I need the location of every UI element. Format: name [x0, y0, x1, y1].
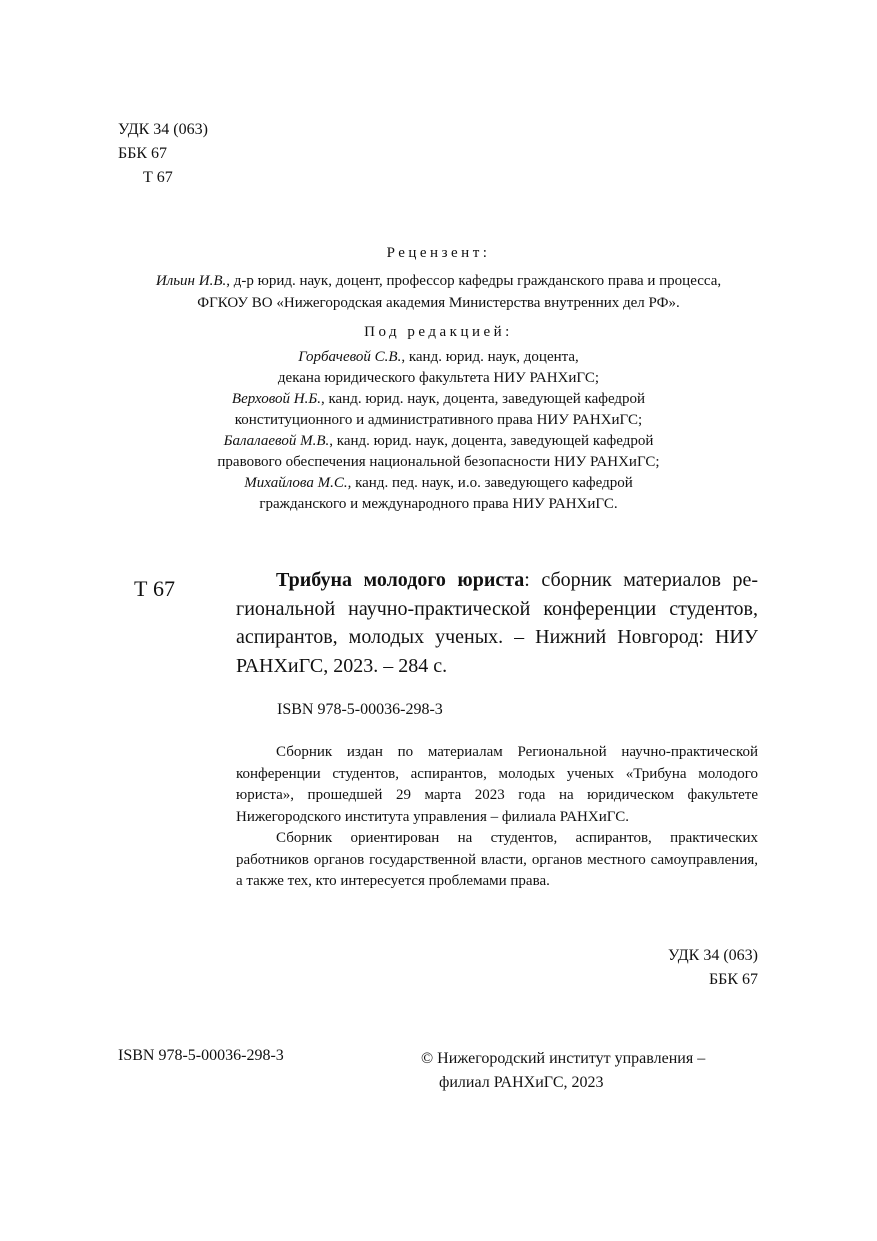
- copyright-line-2: филиал РАНХиГС, 2023: [439, 1074, 604, 1091]
- reviewer-line-2: ФГКОУ ВО «Нижегородская академия Министерства внутренних дел РФ».: [197, 295, 680, 311]
- udk-code: УДК 34 (063): [118, 121, 208, 138]
- udk-block-top: [118, 118, 208, 190]
- editor-credentials: , канд. юрид. наук, доцента, заведующей кафедрой: [329, 433, 654, 449]
- author-sign: Т 67: [143, 169, 173, 186]
- annotation: [236, 742, 758, 893]
- copyright-line-1: © Нижегородский институт управления –: [421, 1050, 706, 1067]
- editor-position: гражданского и международного права НИУ РАНХиГС.: [259, 496, 618, 512]
- editors-heading: Под редакцией:: [364, 324, 513, 340]
- udk-code: УДК 34 (063): [668, 947, 758, 964]
- reviewer-line-1: [100, 270, 777, 292]
- book-title: Трибуна молодого юриста: [276, 569, 525, 591]
- editor-entry: [100, 347, 777, 389]
- editor-name: Михайлова М.С.: [244, 475, 348, 491]
- editor-entry: [100, 431, 777, 473]
- reviewer-name: Ильин И.В.: [155, 273, 227, 289]
- editor-credentials: , канд. юрид. наук, доцента, заведующей кафедрой: [320, 391, 646, 407]
- isbn-entry: ISBN 978-5-00036-298-3: [277, 701, 443, 718]
- bibliographic-entry: [236, 566, 758, 680]
- editor-credentials: , канд. юрид. наук, доцента,: [401, 349, 579, 365]
- editor-position: декана юридического факультета НИУ РАНХиГС;: [277, 370, 600, 386]
- book-description: : сборник материалов региональной научно-практической конференции студентов, аспирантов, молодых ученых. – Нижний Новгород: НИУ РАНХиГС, 2023. – 284 с.: [236, 569, 758, 677]
- reviewer-heading: Рецензент:: [386, 245, 491, 261]
- editor-name: Балалаевой М.В.: [223, 433, 330, 449]
- entry-author-sign: Т 67: [134, 576, 175, 601]
- editor-position: конституционного и административного права НИУ РАНХиГС;: [234, 412, 643, 428]
- isbn-footer: ISBN 978-5-00036-298-3: [118, 1047, 284, 1064]
- editor-name: Горбачевой С.В.: [298, 349, 402, 365]
- copyright-notice: [421, 1047, 705, 1095]
- bbk-code: ББК 67: [708, 971, 758, 988]
- annotation-paragraph-2: Сборник ориентирован на студентов, аспирантов, практических работников органов государственной власти, органов местного самоуправления, а также тех, кто интересуется проблемами права.: [236, 830, 758, 889]
- editor-credentials: , канд. пед. наук, и.о. заведующего кафедрой: [347, 475, 633, 491]
- editor-position: правового обеспечения национальной безопасности НИУ РАНХиГС;: [217, 454, 660, 470]
- editors-block: [100, 322, 777, 515]
- editor-entry: [100, 389, 777, 431]
- editor-entry: [100, 473, 777, 515]
- bbk-code: ББК 67: [118, 145, 168, 162]
- udk-block-bottom: [600, 944, 758, 992]
- editor-name: Верховой Н.Б.: [231, 391, 321, 407]
- annotation-paragraph-1: Сборник издан по материалам Региональной научно-практической конференции студентов, аспирантов, молодых ученых «Трибуна молодого юриста», прошедшей 29 марта 2023 года на юридическом факультете Нижегородского института управления – филиала РАНХиГС.: [236, 744, 758, 825]
- reviewer-block: [100, 242, 777, 314]
- reviewer-credentials: , д-р юрид. наук, доцент, профессор кафедры гражданского права и процесса,: [226, 273, 722, 289]
